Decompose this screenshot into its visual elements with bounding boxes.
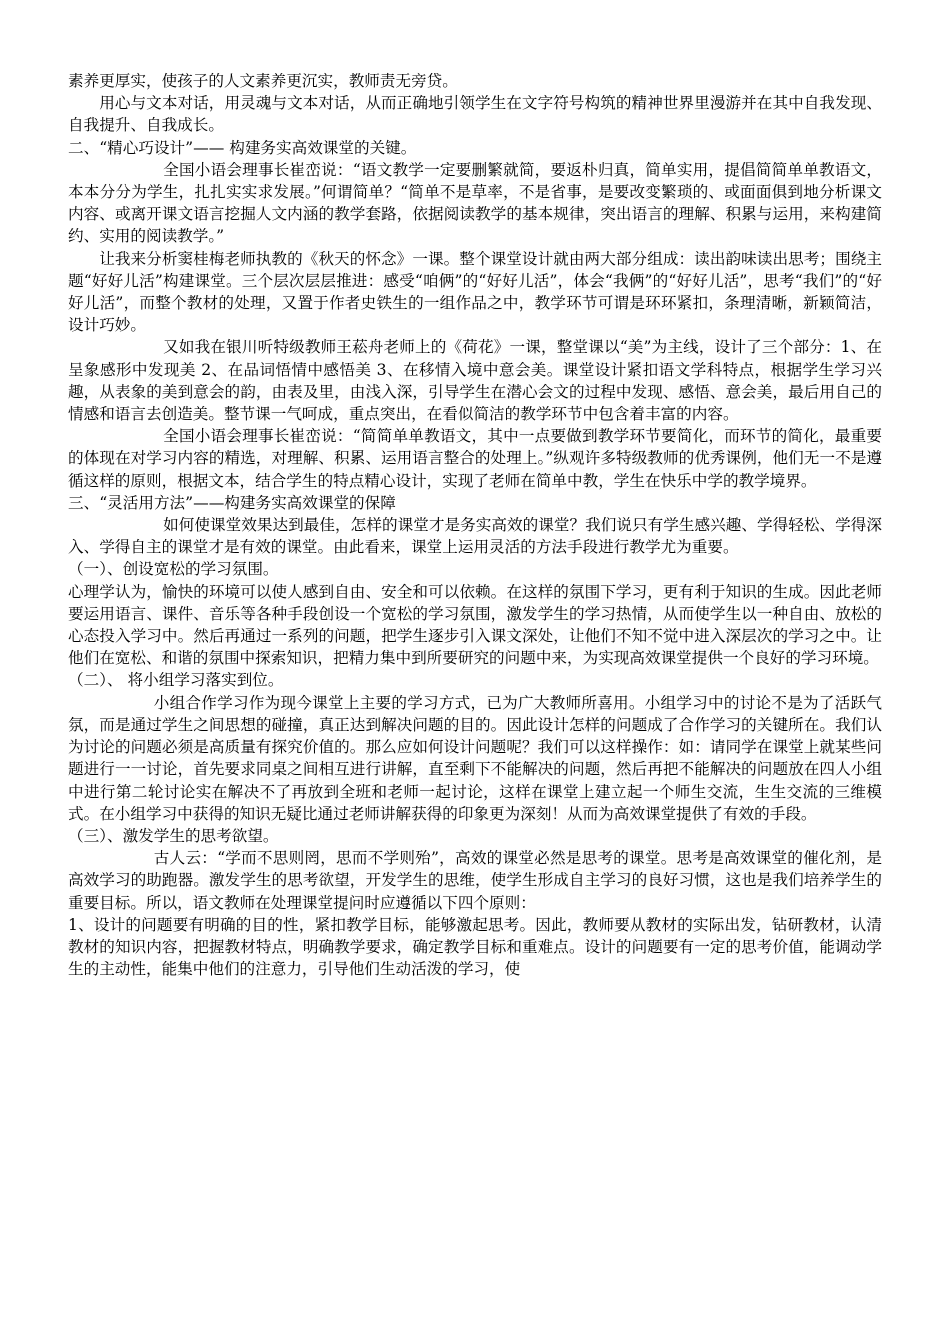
paragraph-group-learning: 小组合作学习作为现今课堂上主要的学习方式，已为广大教师所喜用。小组学习中的讨论不是为了活跃气氛，而是通过学生之间思想的碰撞，真正达到解决问题的目的。因此设计怎样的问题成了合作学习的关键所在。我们认为讨论的问题必须是高质量有探究价值的。那么应如何设计问题呢？我们可以这样操作：如：请同学在课堂上就某些问题进行一一讨论，首先要求同桌之间相互进行讲解，直至剩下不能解决的问题，然后再把不能解决的问题放在四人小组中进行第二轮讨论实在解决不了再放到全班和老师一起讨论，这样在课堂上建立起一个师生交流，生生交流的三维模式。在小组学习中获得的知识无疑比通过老师讲解获得的印象更为深刻！从而为高效课堂提供了有效的手段。 [68,693,882,823]
paragraph-efficient-classroom: 如何使课堂效果达到最佳，怎样的课堂才是务实高效的课堂？我们说只有学生感兴趣、学得轻松、学得深入、学得自主的课堂才是有效的课堂。由此看来，课堂上运用灵活的方法手段进行教学尤为重要。 [68,516,882,557]
paragraph-lotus-lesson: 又如我在银川听特级教师王菘舟老师上的《荷花》一课，整堂课以“美”为主线，设计了三个部分：1、在呈象感形中发现美 2、在品词悟情中感悟美 3、在移情入境中意会美。课堂设计紧扣语文学科特点，根据学生学习兴趣，从表象的美到意会的韵，由表及里，由浅入深，引导学生在潜心会文的过程中发现、感悟、意会美，最后用自己的情感和语言去创造美。整节课一气呵成，重点突出，在看似简洁的教学环节中包含着丰富的内容。 [68,338,882,424]
paragraph-cui-luan-quote-2: 全国小语会理事长崔峦说：“简简单单教语文，其中一点要做到教学环节要简化，而环节的简化，最重要的体现在对学习内容的精选，对理解、积累、运用语言整合的处理上。”纵观许多特级教师的优秀课例，他们无一不是遵循这样的原则，根据文本，结合学生的特点精心设计，实现了老师在简单中教，学生在快乐中学的教学境界。 [68,427,882,490]
section-heading-3: 三、“灵活用方法”——构建务实高效课堂的保障 [68,493,396,512]
paragraph-autumn-lesson: 让我来分析窦桂梅老师执教的《秋天的怀念》一课。整个课堂设计就由两大部分组成：读出韵味读出思考；围绕主题“好好儿活”构建课堂。三个层次层层推进：感受“咱俩”的“好好儿活”，体会“我俩”的“好好儿活”，思考“我们”的“好好儿活”，而整个教材的处理，又置于作者史铁生的一组作品之中，教学环节可谓是环环紧扣，条理清晰，新颖简洁，设计巧妙。 [68,249,882,335]
paragraph-cui-luan-quote: 全国小语会理事长崔峦说：“语文教学一定要删繁就简，要返朴归真，简单实用，提倡简简单单教语文，本本分分为学生，扎扎实实求发展。”何谓简单？“简单不是草率，不是省事，是要改变繁琐的、或面面俱到地分析课文内容、或离开课文语言挖掘人文内涵的教学套路，依据阅读教学的基本规律，突出语言的理解、积累与运用，来构建简约、实用的阅读教学。” [68,160,882,246]
paragraph-dialogue-with-text: 用心与文本对话，用灵魂与文本对话，从而正确地引领学生在文字符号构筑的精神世界里漫游并在其中自我发现、自我提升、自我成长。 [68,94,882,135]
subheading-2: （二）、 将小组学习落实到位。 [68,671,284,690]
paragraph-thinking-desire: 古人云：“学而不思则罔，思而不学则殆”，高效的课堂必然是思考的课堂。思考是高效课堂的催化剂，是高效学习的助跑器。激发学生的思考欲望，开发学生的思维，使学生形成自主学习的良好习惯，这也是我们培养学生的重要目标。所以，语文教师在处理课堂提问时应遵循以下四个原则： [68,849,882,912]
paragraph-continuation: 素养更厚实，使孩子的人文素养更沉实，教师责无旁贷。 [68,72,458,90]
paragraph-relaxed-atmosphere: 心理学认为，愉快的环境可以使人感到自由、安全和可以依赖。在这样的氛围下学习，更有利于知识的生成。因此老师要运用语言、课件、音乐等各种手段创设一个宽松的学习氛围，激发学生的学习热情，从而使学生以一种自由、放松的心态投入学习中。然后再通过一系列的问题，把学生逐步引入课文深处，让他们不知不觉中进入深层次的学习之中。让他们在宽松、和谐的氛围中探索知识，把精力集中到所要研究的问题中来，为实现高效课堂提供一个良好的学习环境。 [68,582,882,668]
subheading-1: （一）、创设宽松的学习氛围。 [68,560,279,579]
paragraph-principle-1: 1、设计的问题要有明确的目的性，紧扣教学目标，能够激起思考。因此，教师要从教材的实际出发，钻研教材，认清教材的知识内容，把握教材特点，明确教学要求，确定教学目标和重难点。设计的问题要有一定的思考价值，能调动学生的主动性，能集中他们的注意力，引导他们生动活泼的学习，使 [68,915,882,979]
subheading-3: （三）、激发学生的思考欲望。 [68,826,279,845]
section-heading-2: 二、“精心巧设计”—— 构建务实高效课堂的关键。 [68,138,417,157]
